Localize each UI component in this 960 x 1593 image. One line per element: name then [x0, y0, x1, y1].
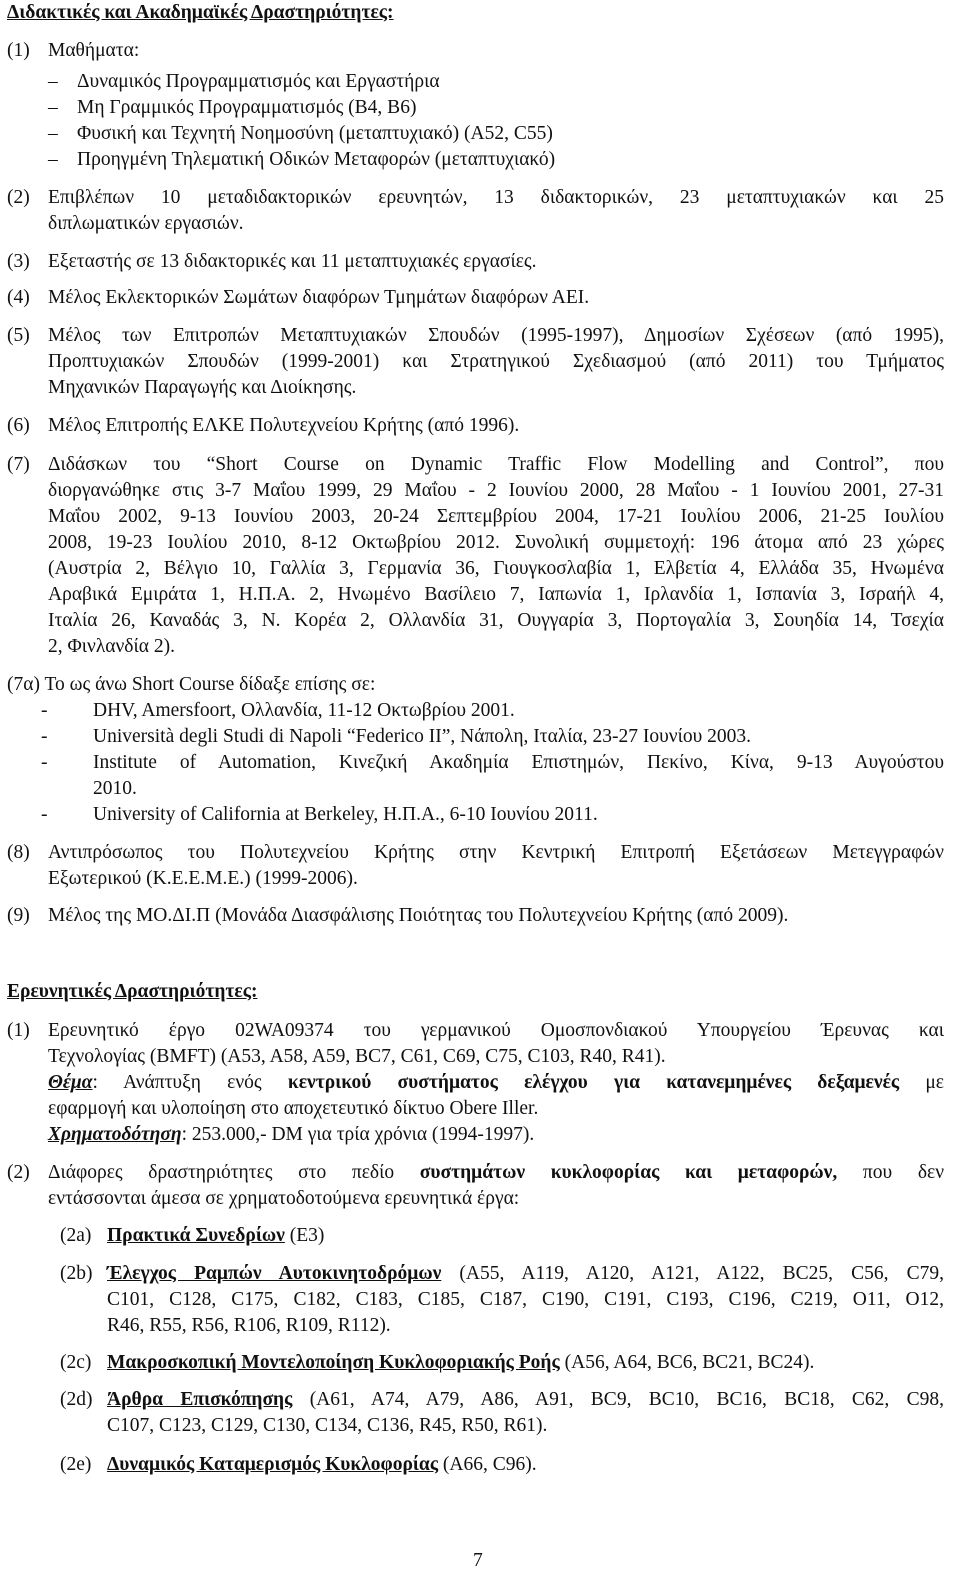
research-item-2-post: που δεν	[837, 1162, 945, 1183]
sub-2b-rest: (Α55, Α119, Α120, Α121, Α122, BC25, C56, C79,	[441, 1263, 944, 1284]
funding-label: Χρηματοδότηση	[48, 1124, 182, 1145]
sub-2e-title: Δυναμικός Καταμερισμός Κυκλοφορίας	[107, 1454, 439, 1475]
research-item-1-funding	[48, 1125, 534, 1145]
sub-2d-line2: C107, C123, C129, C130, C134, C136, R45, R50, R61).	[107, 1415, 548, 1436]
course-dash: –	[48, 149, 58, 170]
item-8-line: Αντιπρόσωπος του Πολυτεχνείου Κρήτης στην Κεντρική Επιτροπή Εξετάσεων Μετεγγραφών	[48, 842, 944, 863]
teaching-heading: Διδακτικές και Ακαδημαϊκές Δραστηριότητες:	[7, 2, 394, 23]
sub-2c-line	[107, 1353, 814, 1373]
item-7-line: Μαΐου 2002, 9-13 Ιουνίου 2003, 20-24 Σεπτεμβρίου 2004, 17-21 Ιουλίου 2006, 21-25 Ιουλίου	[48, 506, 944, 527]
sub-2e-line	[107, 1455, 537, 1475]
theme-label: Θέμα	[48, 1072, 93, 1093]
research-item-2-line	[48, 1163, 944, 1183]
item-4-number: (4)	[7, 287, 30, 308]
sub-2c-rest: (Α56, Α64, BC6, BC21, BC24).	[559, 1352, 815, 1373]
item-6-line: Μέλος Επιτροπής ΕΛΚΕ Πολυτεχνείου Κρήτης (από 1996).	[48, 415, 520, 436]
item-2-number: (2)	[7, 187, 30, 208]
sub-2d-line	[107, 1390, 944, 1410]
research-item-2-pre: Διάφορες δραστηριότητες στο πεδίο	[48, 1162, 420, 1183]
sub-2e-rest: (Α66, C96).	[438, 1454, 537, 1475]
course-3: Φυσική και Τεχνητή Νοημοσύνη (μεταπτυχιακό) (Α52, C55)	[77, 123, 553, 144]
research-item-1-number: (1)	[7, 1020, 30, 1041]
item-7-line: (Αυστρία 2, Βέλγιο 10, Γαλλία 3, Γερμανία 36, Γιουγκοσλαβία 1, Ελβετία 4, Ελλάδα 35, Ηνωμένα	[48, 558, 944, 579]
sub-2b-line2: C101, C128, C175, C182, C183, C185, C187, C190, C191, C193, C196, C219, O11, O12,	[107, 1289, 944, 1310]
sub-2d-title: Άρθρα Επισκόπησης	[107, 1389, 293, 1410]
item-7a-intro: (7α) Το ως άνω Short Course δίδαξε επίσης σε:	[7, 674, 376, 695]
page-number: 7	[473, 1550, 483, 1571]
item-7-line: Αραβικά Εμιράτα 1, Η.Π.Α. 2, Ηνωμένο Βασίλειο 7, Ιαπωνία 1, Ιρλανδία 1, Ισπανία 3, Ισραήλ 4,	[48, 584, 944, 605]
item-8-number: (8)	[7, 842, 30, 863]
research-heading: Ερευνητικές Δραστηριότητες:	[7, 981, 258, 1002]
item-1-number: (1)	[7, 40, 30, 61]
theme-bold: κεντρικού συστήματος ελέγχου για κατανεμημένες δεξαμενές	[287, 1072, 900, 1093]
venue-2: Università degli Studi di Napoli “Federico II”, Νάπολη, Ιταλία, 23-27 Ιουνίου 2003.	[93, 726, 751, 747]
sub-2a-rest: (E3)	[284, 1225, 325, 1246]
sub-2c-title: Μακροσκοπική Μοντελοποίηση Κυκλοφοριακής Ροής	[107, 1352, 560, 1373]
sub-2c-label: (2c)	[60, 1352, 92, 1373]
venue-1: DHV, Amersfoort, Ολλανδία, 11-12 Οκτωβρίου 2001.	[93, 700, 515, 721]
item-5-line: Μηχανικών Παραγωγής και Διοίκησης.	[48, 377, 357, 398]
item-7-line: Διδάσκων του “Short Course on Dynamic Traffic Flow Modelling and Control”, που	[48, 454, 944, 475]
item-3-number: (3)	[7, 251, 30, 272]
sub-2b-line3: R46, R55, R56, R106, R109, R112).	[107, 1315, 391, 1336]
item-7-line: Ιταλία 26, Καναδάς 3, Ν. Κορέα 2, Ολλανδία 31, Ουγγαρία 3, Πορτογαλία 3, Σουηδία 14, Τσεχία	[48, 610, 944, 631]
research-item-2-line2: εντάσσονται άμεσα σε χρηματοδοτούμενα ερευνητικά έργα:	[48, 1188, 520, 1209]
sub-2d-label: (2d)	[60, 1389, 93, 1410]
item-1-title: Μαθήματα:	[48, 40, 140, 61]
course-dash: –	[48, 123, 58, 144]
item-7-number: (7)	[7, 454, 30, 475]
sub-2a-label: (2a)	[60, 1225, 92, 1246]
venue-4: University of California at Berkeley, Η.Π.Α., 6-10 Ιουνίου 2011.	[93, 804, 598, 825]
sub-2b-title: Έλεγχος Ραμπών Αυτοκινητοδρόμων	[107, 1263, 442, 1284]
item-7-line: 2008, 19-23 Ιουλίου 2010, 8-12 Οκτωβρίου 2012. Συνολική συμμετοχή: 196 άτομα από 23 χώρες	[48, 532, 944, 553]
sub-2b-label: (2b)	[60, 1263, 93, 1284]
item-3-line: Εξεταστής σε 13 διδακτορικές και 11 μεταπτυχιακές εργασίες.	[48, 251, 537, 272]
sub-2d-rest: (Α61, Α74, Α79, Α86, Α91, BC9, BC10, BC16, BC18, C62, C98,	[292, 1389, 944, 1410]
research-item-1-theme	[48, 1073, 944, 1093]
research-item-2-number: (2)	[7, 1162, 30, 1183]
item-5-number: (5)	[7, 325, 30, 346]
venue-dash: -	[41, 752, 48, 773]
course-1: Δυναμικός Προγραμματισμός και Εργαστήρια	[77, 71, 440, 92]
item-5-line: Προπτυχιακών Σπουδών (1999-2001) και Στρατηγικού Σχεδιασμού (από 2011) του Τμήματος	[48, 351, 944, 372]
research-item-1-line: Τεχνολογίας (BMFT) (Α53, Α58, Α59, BC7, C61, C69, C75, C103, R40, R41).	[48, 1046, 666, 1067]
item-2-line: Επιβλέπων 10 μεταδιδακτορικών ερευνητών, 13 διδακτορικών, 23 μεταπτυχιακών και 25	[48, 187, 944, 208]
research-item-2-bold: συστημάτων κυκλοφορίας και μεταφορών,	[419, 1162, 838, 1183]
venue-dash: -	[41, 804, 48, 825]
venue-dash: -	[41, 726, 48, 747]
venue-3-cont: 2010.	[93, 778, 137, 799]
sub-2a-title: Πρακτικά Συνεδρίων	[107, 1225, 285, 1246]
item-7-line: διοργανώθηκε στις 3-7 Μαΐου 1999, 29 Μαΐου - 2 Ιουνίου 2000, 28 Μαΐου - 1 Ιουνίου 2001, 27-31	[48, 480, 944, 501]
sub-2a-line	[107, 1226, 324, 1246]
funding-value: : 253.000,- DM για τρία χρόνια (1994-1997).	[181, 1124, 535, 1145]
item-4-line: Μέλος Εκλεκτορικών Σωμάτων διαφόρων Τμημάτων διαφόρων ΑΕΙ.	[48, 287, 590, 308]
sub-2b-line	[107, 1264, 944, 1284]
venue-dash: -	[41, 700, 48, 721]
item-7-line: 2, Φινλανδία 2).	[48, 636, 175, 657]
theme-pre: : Ανάπτυξη ενός	[92, 1072, 288, 1093]
item-9-line: Μέλος της ΜΟ.ΔΙ.Π (Μονάδα Διασφάλισης Ποιότητας του Πολυτεχνείου Κρήτης (από 2009).	[48, 905, 789, 926]
venue-3: Institute of Automation, Κινεζική Ακαδημία Επιστημών, Πεκίνο, Κίνα, 9-13 Αυγούστου	[93, 752, 944, 773]
course-dash: –	[48, 71, 58, 92]
item-2-line: διπλωματικών εργασιών.	[48, 213, 244, 234]
course-2: Μη Γραμμικός Προγραμματισμός (Β4, Β6)	[77, 97, 417, 118]
course-dash: –	[48, 97, 58, 118]
course-4: Προηγμένη Τηλεματική Οδικών Μεταφορών (μεταπτυχιακό)	[77, 149, 556, 170]
item-8-line: Εξωτερικού (Κ.Ε.Ε.Μ.Ε.) (1999-2006).	[48, 868, 358, 889]
item-5-line: Μέλος των Επιτροπών Μεταπτυχιακών Σπουδών (1995-1997), Δημοσίων Σχέσεων (από 1995),	[48, 325, 944, 346]
research-item-1-theme-line2: εφαρμογή και υλοποίηση στο αποχετευτικό δίκτυο Obere Iller.	[48, 1098, 539, 1119]
research-item-1-line: Ερευνητικό έργο 02WA09374 του γερμανικού Ομοσπονδιακού Υπουργείου Έρευνας και	[48, 1020, 944, 1041]
sub-2e-label: (2e)	[60, 1454, 92, 1475]
theme-post: με	[899, 1072, 944, 1093]
item-6-number: (6)	[7, 415, 30, 436]
item-9-number: (9)	[7, 905, 30, 926]
